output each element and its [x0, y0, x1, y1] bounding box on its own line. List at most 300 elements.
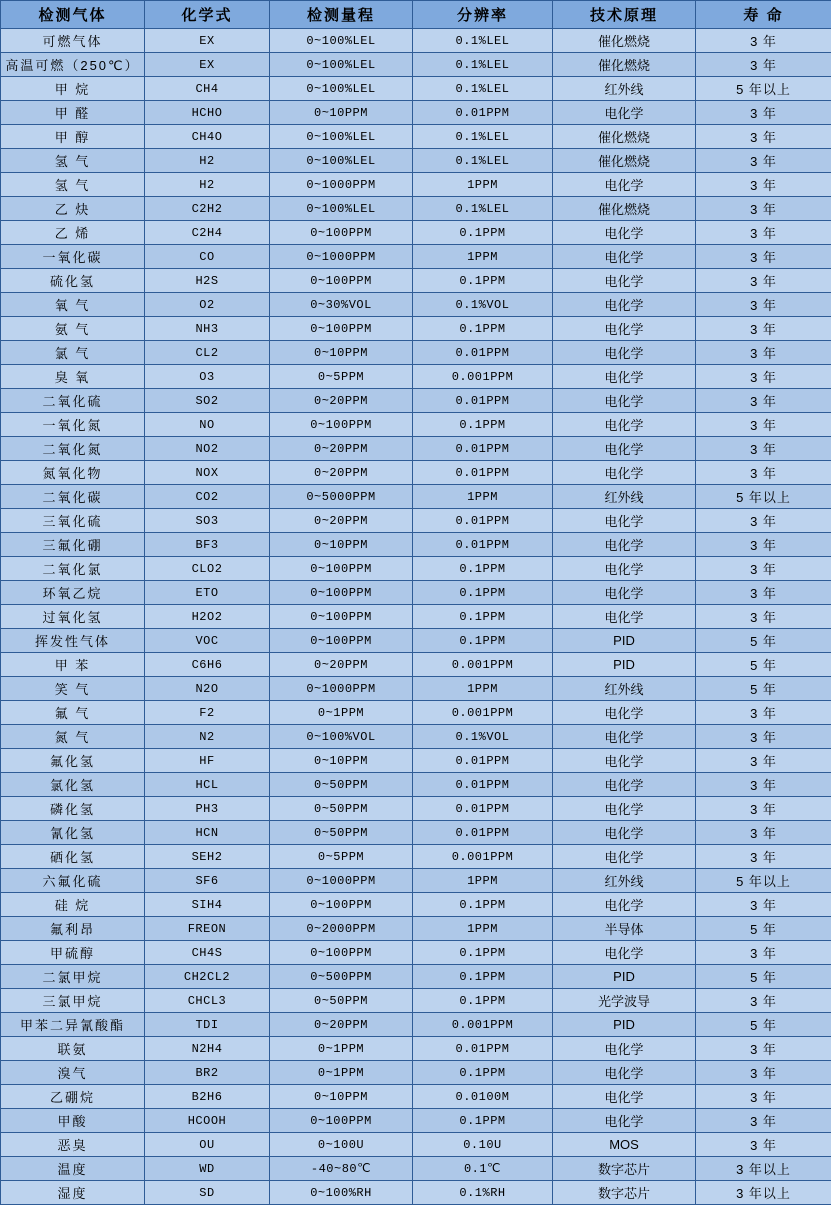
table-row — [1, 317, 831, 341]
cell-gas: 乙 烯 — [1, 221, 145, 245]
cell-gas: 甲酸 — [1, 1109, 145, 1133]
cell-lifetime: 3 年以上 — [696, 1157, 831, 1181]
table-header-row — [1, 1, 831, 29]
cell-resolution: 0.001PPM — [413, 365, 553, 389]
cell-formula: CO2 — [145, 485, 270, 509]
cell-range: 0~100%LEL — [270, 149, 413, 173]
cell-lifetime: 3 年 — [696, 509, 831, 533]
table-row — [1, 533, 831, 557]
cell-resolution: 0.1%VOL — [413, 725, 553, 749]
cell-principle: 红外线 — [553, 869, 696, 893]
cell-gas: 六氟化硫 — [1, 869, 145, 893]
cell-resolution: 0.1PPM — [413, 317, 553, 341]
cell-gas: 甲硫醇 — [1, 941, 145, 965]
cell-gas: 二氧化氮 — [1, 437, 145, 461]
cell-gas: 甲 醛 — [1, 101, 145, 125]
cell-range: 0~100PPM — [270, 1109, 413, 1133]
table-row — [1, 1061, 831, 1085]
cell-formula: VOC — [145, 629, 270, 653]
cell-lifetime: 3 年 — [696, 389, 831, 413]
cell-principle: 数字芯片 — [553, 1157, 696, 1181]
cell-resolution: 0.01PPM — [413, 341, 553, 365]
cell-gas: 可燃气体 — [1, 29, 145, 53]
cell-gas: 氮 气 — [1, 725, 145, 749]
cell-lifetime: 3 年 — [696, 893, 831, 917]
table-row — [1, 557, 831, 581]
cell-lifetime: 3 年 — [696, 557, 831, 581]
cell-range: 0~100PPM — [270, 269, 413, 293]
cell-lifetime: 3 年 — [696, 941, 831, 965]
cell-range: 0~5000PPM — [270, 485, 413, 509]
table-row — [1, 725, 831, 749]
cell-lifetime: 3 年 — [696, 1109, 831, 1133]
cell-lifetime: 3 年 — [696, 245, 831, 269]
cell-lifetime: 5 年 — [696, 653, 831, 677]
cell-formula: B2H6 — [145, 1085, 270, 1109]
cell-resolution: 0.1%LEL — [413, 29, 553, 53]
table-row — [1, 869, 831, 893]
cell-principle: 电化学 — [553, 749, 696, 773]
cell-gas: 氢 气 — [1, 173, 145, 197]
cell-resolution: 0.1%LEL — [413, 77, 553, 101]
cell-gas: 三氧化硫 — [1, 509, 145, 533]
cell-lifetime: 3 年 — [696, 989, 831, 1013]
cell-formula: O2 — [145, 293, 270, 317]
cell-range: 0~100%LEL — [270, 53, 413, 77]
cell-lifetime: 3 年 — [696, 1061, 831, 1085]
table-row — [1, 53, 831, 77]
cell-principle: 电化学 — [553, 557, 696, 581]
table-row — [1, 197, 831, 221]
cell-formula: EX — [145, 29, 270, 53]
cell-range: 0~100PPM — [270, 605, 413, 629]
table-row — [1, 341, 831, 365]
cell-gas: 硅 烷 — [1, 893, 145, 917]
cell-range: 0~10PPM — [270, 101, 413, 125]
cell-formula: SD — [145, 1181, 270, 1205]
table-row — [1, 149, 831, 173]
cell-lifetime: 5 年 — [696, 965, 831, 989]
cell-range: 0~100%LEL — [270, 29, 413, 53]
cell-gas: 一氧化碳 — [1, 245, 145, 269]
cell-gas: 氟化氢 — [1, 749, 145, 773]
cell-lifetime: 5 年 — [696, 1013, 831, 1037]
cell-principle: 红外线 — [553, 77, 696, 101]
cell-formula: WD — [145, 1157, 270, 1181]
cell-range: 0~100PPM — [270, 581, 413, 605]
cell-range: 0~5PPM — [270, 365, 413, 389]
table-row — [1, 1133, 831, 1157]
table-row — [1, 389, 831, 413]
cell-formula: NO — [145, 413, 270, 437]
cell-gas: 三氟化硼 — [1, 533, 145, 557]
cell-gas: 三氯甲烷 — [1, 989, 145, 1013]
cell-range: 0~20PPM — [270, 389, 413, 413]
cell-gas: 氯化氢 — [1, 773, 145, 797]
table-row — [1, 1181, 831, 1205]
table-row — [1, 413, 831, 437]
cell-resolution: 0.1PPM — [413, 965, 553, 989]
cell-range: 0~50PPM — [270, 989, 413, 1013]
cell-range: 0~100%VOL — [270, 725, 413, 749]
cell-formula: ETO — [145, 581, 270, 605]
cell-lifetime: 3 年 — [696, 53, 831, 77]
cell-formula: CO — [145, 245, 270, 269]
cell-principle: 催化燃烧 — [553, 29, 696, 53]
cell-formula: NH3 — [145, 317, 270, 341]
cell-gas: 二氧化硫 — [1, 389, 145, 413]
cell-gas: 乙硼烷 — [1, 1085, 145, 1109]
cell-lifetime: 3 年 — [696, 725, 831, 749]
cell-lifetime: 3 年 — [696, 533, 831, 557]
table-row — [1, 1085, 831, 1109]
cell-gas: 溴气 — [1, 1061, 145, 1085]
cell-principle: PID — [553, 653, 696, 677]
cell-resolution: 0.1PPM — [413, 1109, 553, 1133]
cell-formula: HCL — [145, 773, 270, 797]
cell-resolution: 0.01PPM — [413, 101, 553, 125]
cell-resolution: 0.001PPM — [413, 701, 553, 725]
cell-lifetime: 3 年 — [696, 29, 831, 53]
cell-gas: 湿度 — [1, 1181, 145, 1205]
cell-principle: 电化学 — [553, 221, 696, 245]
cell-principle: 光学波导 — [553, 989, 696, 1013]
table-row — [1, 749, 831, 773]
cell-principle: 电化学 — [553, 461, 696, 485]
cell-lifetime: 3 年 — [696, 125, 831, 149]
cell-formula: BF3 — [145, 533, 270, 557]
cell-lifetime: 3 年 — [696, 821, 831, 845]
cell-formula: O3 — [145, 365, 270, 389]
table-row — [1, 917, 831, 941]
cell-resolution: 0.01PPM — [413, 773, 553, 797]
cell-range: 0~5PPM — [270, 845, 413, 869]
cell-range: 0~500PPM — [270, 965, 413, 989]
cell-gas: 甲 烷 — [1, 77, 145, 101]
table-row — [1, 101, 831, 125]
cell-gas: 氢 气 — [1, 149, 145, 173]
cell-principle: 半导体 — [553, 917, 696, 941]
cell-resolution: 0.1%LEL — [413, 149, 553, 173]
cell-formula: CH4O — [145, 125, 270, 149]
cell-principle: 电化学 — [553, 341, 696, 365]
cell-gas: 甲 苯 — [1, 653, 145, 677]
cell-formula: SO2 — [145, 389, 270, 413]
cell-range: 0~20PPM — [270, 1013, 413, 1037]
cell-principle: 电化学 — [553, 365, 696, 389]
cell-gas: 氨 气 — [1, 317, 145, 341]
cell-resolution: 0.1PPM — [413, 269, 553, 293]
table-row — [1, 461, 831, 485]
table-row — [1, 629, 831, 653]
cell-range: 0~100%LEL — [270, 197, 413, 221]
column-header-range: 检测量程 — [270, 1, 413, 29]
table-header — [1, 1, 831, 29]
cell-range: 0~30%VOL — [270, 293, 413, 317]
cell-lifetime: 3 年 — [696, 269, 831, 293]
column-header-lifetime: 寿 命 — [696, 1, 831, 29]
cell-resolution: 0.01PPM — [413, 821, 553, 845]
table-row — [1, 269, 831, 293]
cell-range: 0~1000PPM — [270, 173, 413, 197]
cell-formula: PH3 — [145, 797, 270, 821]
cell-formula: FREON — [145, 917, 270, 941]
cell-resolution: 0.1%LEL — [413, 125, 553, 149]
cell-resolution: 0.1%RH — [413, 1181, 553, 1205]
cell-range: 0~100PPM — [270, 941, 413, 965]
cell-resolution: 1PPM — [413, 917, 553, 941]
table-row — [1, 941, 831, 965]
table-row — [1, 125, 831, 149]
cell-resolution: 1PPM — [413, 173, 553, 197]
cell-resolution: 0.1%VOL — [413, 293, 553, 317]
cell-lifetime: 3 年 — [696, 605, 831, 629]
cell-lifetime: 3 年 — [696, 437, 831, 461]
table-row — [1, 77, 831, 101]
cell-range: -40~80℃ — [270, 1157, 413, 1181]
cell-principle: 红外线 — [553, 485, 696, 509]
cell-resolution: 0.01PPM — [413, 533, 553, 557]
cell-range: 0~100PPM — [270, 893, 413, 917]
cell-principle: PID — [553, 965, 696, 989]
table-row — [1, 1109, 831, 1133]
cell-gas: 氟利昂 — [1, 917, 145, 941]
table-row — [1, 893, 831, 917]
cell-principle: 电化学 — [553, 605, 696, 629]
cell-resolution: 0.1PPM — [413, 557, 553, 581]
cell-principle: 电化学 — [553, 101, 696, 125]
cell-range: 0~1000PPM — [270, 869, 413, 893]
cell-range: 0~100PPM — [270, 557, 413, 581]
cell-principle: PID — [553, 1013, 696, 1037]
column-header-resolution: 分辨率 — [413, 1, 553, 29]
cell-principle: 电化学 — [553, 797, 696, 821]
cell-principle: 电化学 — [553, 533, 696, 557]
cell-range: 0~100PPM — [270, 221, 413, 245]
cell-resolution: 1PPM — [413, 869, 553, 893]
cell-resolution: 0.1%LEL — [413, 197, 553, 221]
table-row — [1, 797, 831, 821]
cell-formula: H2 — [145, 173, 270, 197]
cell-resolution: 0.1PPM — [413, 581, 553, 605]
cell-principle: 催化燃烧 — [553, 197, 696, 221]
cell-range: 0~50PPM — [270, 797, 413, 821]
cell-range: 0~10PPM — [270, 341, 413, 365]
cell-resolution: 0.1PPM — [413, 1061, 553, 1085]
cell-formula: SIH4 — [145, 893, 270, 917]
cell-principle: 电化学 — [553, 413, 696, 437]
cell-gas: 氟 气 — [1, 701, 145, 725]
column-header-gas: 检测气体 — [1, 1, 145, 29]
cell-lifetime: 3 年 — [696, 101, 831, 125]
cell-gas: 二氧化氯 — [1, 557, 145, 581]
cell-principle: 电化学 — [553, 269, 696, 293]
cell-range: 0~100%RH — [270, 1181, 413, 1205]
cell-resolution: 0.10U — [413, 1133, 553, 1157]
cell-formula: N2 — [145, 725, 270, 749]
cell-principle: 电化学 — [553, 509, 696, 533]
cell-formula: H2S — [145, 269, 270, 293]
cell-range: 0~100PPM — [270, 629, 413, 653]
table-row — [1, 245, 831, 269]
cell-resolution: 0.1PPM — [413, 413, 553, 437]
cell-principle: PID — [553, 629, 696, 653]
table-row — [1, 509, 831, 533]
cell-range: 0~20PPM — [270, 509, 413, 533]
cell-resolution: 0.001PPM — [413, 845, 553, 869]
cell-range: 0~10PPM — [270, 533, 413, 557]
table-row — [1, 293, 831, 317]
cell-principle: 电化学 — [553, 173, 696, 197]
cell-range: 0~50PPM — [270, 821, 413, 845]
cell-formula: CH4 — [145, 77, 270, 101]
cell-formula: N2H4 — [145, 1037, 270, 1061]
cell-range: 0~100U — [270, 1133, 413, 1157]
cell-principle: 电化学 — [553, 725, 696, 749]
table-row — [1, 1157, 831, 1181]
cell-gas: 二氯甲烷 — [1, 965, 145, 989]
cell-range: 0~1PPM — [270, 701, 413, 725]
cell-principle: 电化学 — [553, 317, 696, 341]
cell-principle: 电化学 — [553, 773, 696, 797]
cell-range: 0~100%LEL — [270, 77, 413, 101]
cell-formula: TDI — [145, 1013, 270, 1037]
cell-gas: 硒化氢 — [1, 845, 145, 869]
cell-principle: 电化学 — [553, 1109, 696, 1133]
cell-principle: 电化学 — [553, 437, 696, 461]
cell-gas: 氰化氢 — [1, 821, 145, 845]
cell-gas: 氯 气 — [1, 341, 145, 365]
cell-resolution: 0.1PPM — [413, 605, 553, 629]
cell-gas: 恶臭 — [1, 1133, 145, 1157]
cell-lifetime: 5 年以上 — [696, 869, 831, 893]
cell-formula: HF — [145, 749, 270, 773]
table-row — [1, 437, 831, 461]
cell-formula: EX — [145, 53, 270, 77]
cell-lifetime: 3 年 — [696, 293, 831, 317]
cell-gas: 环氧乙烷 — [1, 581, 145, 605]
cell-formula: C2H4 — [145, 221, 270, 245]
cell-principle: 红外线 — [553, 677, 696, 701]
cell-principle: 电化学 — [553, 821, 696, 845]
cell-gas: 乙 炔 — [1, 197, 145, 221]
cell-range: 0~20PPM — [270, 653, 413, 677]
cell-principle: 电化学 — [553, 845, 696, 869]
table-row — [1, 221, 831, 245]
cell-resolution: 0.01PPM — [413, 1037, 553, 1061]
table-row — [1, 845, 831, 869]
cell-principle: 催化燃烧 — [553, 125, 696, 149]
cell-resolution: 1PPM — [413, 677, 553, 701]
cell-formula: CHCL3 — [145, 989, 270, 1013]
cell-principle: 电化学 — [553, 389, 696, 413]
cell-principle: 电化学 — [553, 701, 696, 725]
cell-range: 0~10PPM — [270, 749, 413, 773]
cell-formula: HCN — [145, 821, 270, 845]
cell-resolution: 1PPM — [413, 245, 553, 269]
table-row — [1, 821, 831, 845]
cell-formula: H2 — [145, 149, 270, 173]
cell-range: 0~100PPM — [270, 317, 413, 341]
table-row — [1, 173, 831, 197]
cell-gas: 笑 气 — [1, 677, 145, 701]
column-header-principle: 技术原理 — [553, 1, 696, 29]
cell-range: 0~50PPM — [270, 773, 413, 797]
cell-principle: 催化燃烧 — [553, 149, 696, 173]
cell-resolution: 0.1PPM — [413, 221, 553, 245]
cell-resolution: 1PPM — [413, 485, 553, 509]
cell-lifetime: 3 年 — [696, 221, 831, 245]
cell-formula: SEH2 — [145, 845, 270, 869]
cell-resolution: 0.01PPM — [413, 461, 553, 485]
cell-range: 0~20PPM — [270, 461, 413, 485]
cell-principle: 电化学 — [553, 1037, 696, 1061]
cell-lifetime: 3 年 — [696, 797, 831, 821]
cell-formula: HCHO — [145, 101, 270, 125]
cell-gas: 甲苯二异氰酸酯 — [1, 1013, 145, 1037]
cell-range: 0~10PPM — [270, 1085, 413, 1109]
cell-formula: BR2 — [145, 1061, 270, 1085]
table-row — [1, 605, 831, 629]
cell-gas: 磷化氢 — [1, 797, 145, 821]
cell-principle: 催化燃烧 — [553, 53, 696, 77]
cell-gas: 甲 醇 — [1, 125, 145, 149]
cell-lifetime: 5 年 — [696, 917, 831, 941]
table-row — [1, 653, 831, 677]
cell-gas: 臭 氧 — [1, 365, 145, 389]
cell-formula: NO2 — [145, 437, 270, 461]
cell-lifetime: 3 年 — [696, 1037, 831, 1061]
cell-formula: CL2 — [145, 341, 270, 365]
table-row — [1, 581, 831, 605]
cell-lifetime: 3 年 — [696, 365, 831, 389]
cell-gas: 过氧化氢 — [1, 605, 145, 629]
cell-resolution: 0.01PPM — [413, 749, 553, 773]
cell-lifetime: 3 年 — [696, 413, 831, 437]
cell-formula: OU — [145, 1133, 270, 1157]
cell-range: 0~1PPM — [270, 1061, 413, 1085]
cell-principle: 电化学 — [553, 581, 696, 605]
cell-principle: 数字芯片 — [553, 1181, 696, 1205]
cell-resolution: 0.01PPM — [413, 509, 553, 533]
cell-gas: 挥发性气体 — [1, 629, 145, 653]
cell-range: 0~100%LEL — [270, 125, 413, 149]
cell-resolution: 0.1PPM — [413, 893, 553, 917]
table-row — [1, 773, 831, 797]
cell-resolution: 0.01PPM — [413, 389, 553, 413]
cell-principle: 电化学 — [553, 1061, 696, 1085]
cell-lifetime: 3 年以上 — [696, 1181, 831, 1205]
cell-range: 0~1000PPM — [270, 245, 413, 269]
cell-range: 0~20PPM — [270, 437, 413, 461]
cell-resolution: 0.1PPM — [413, 989, 553, 1013]
cell-lifetime: 3 年 — [696, 773, 831, 797]
cell-resolution: 0.0100M — [413, 1085, 553, 1109]
cell-range: 0~100PPM — [270, 413, 413, 437]
table-row — [1, 29, 831, 53]
cell-resolution: 0.001PPM — [413, 653, 553, 677]
table-row — [1, 965, 831, 989]
cell-lifetime: 3 年 — [696, 317, 831, 341]
cell-principle: MOS — [553, 1133, 696, 1157]
cell-lifetime: 3 年 — [696, 581, 831, 605]
table-row — [1, 701, 831, 725]
cell-principle: 电化学 — [553, 245, 696, 269]
cell-lifetime: 3 年 — [696, 701, 831, 725]
cell-formula: C6H6 — [145, 653, 270, 677]
cell-formula: H2O2 — [145, 605, 270, 629]
cell-resolution: 0.001PPM — [413, 1013, 553, 1037]
